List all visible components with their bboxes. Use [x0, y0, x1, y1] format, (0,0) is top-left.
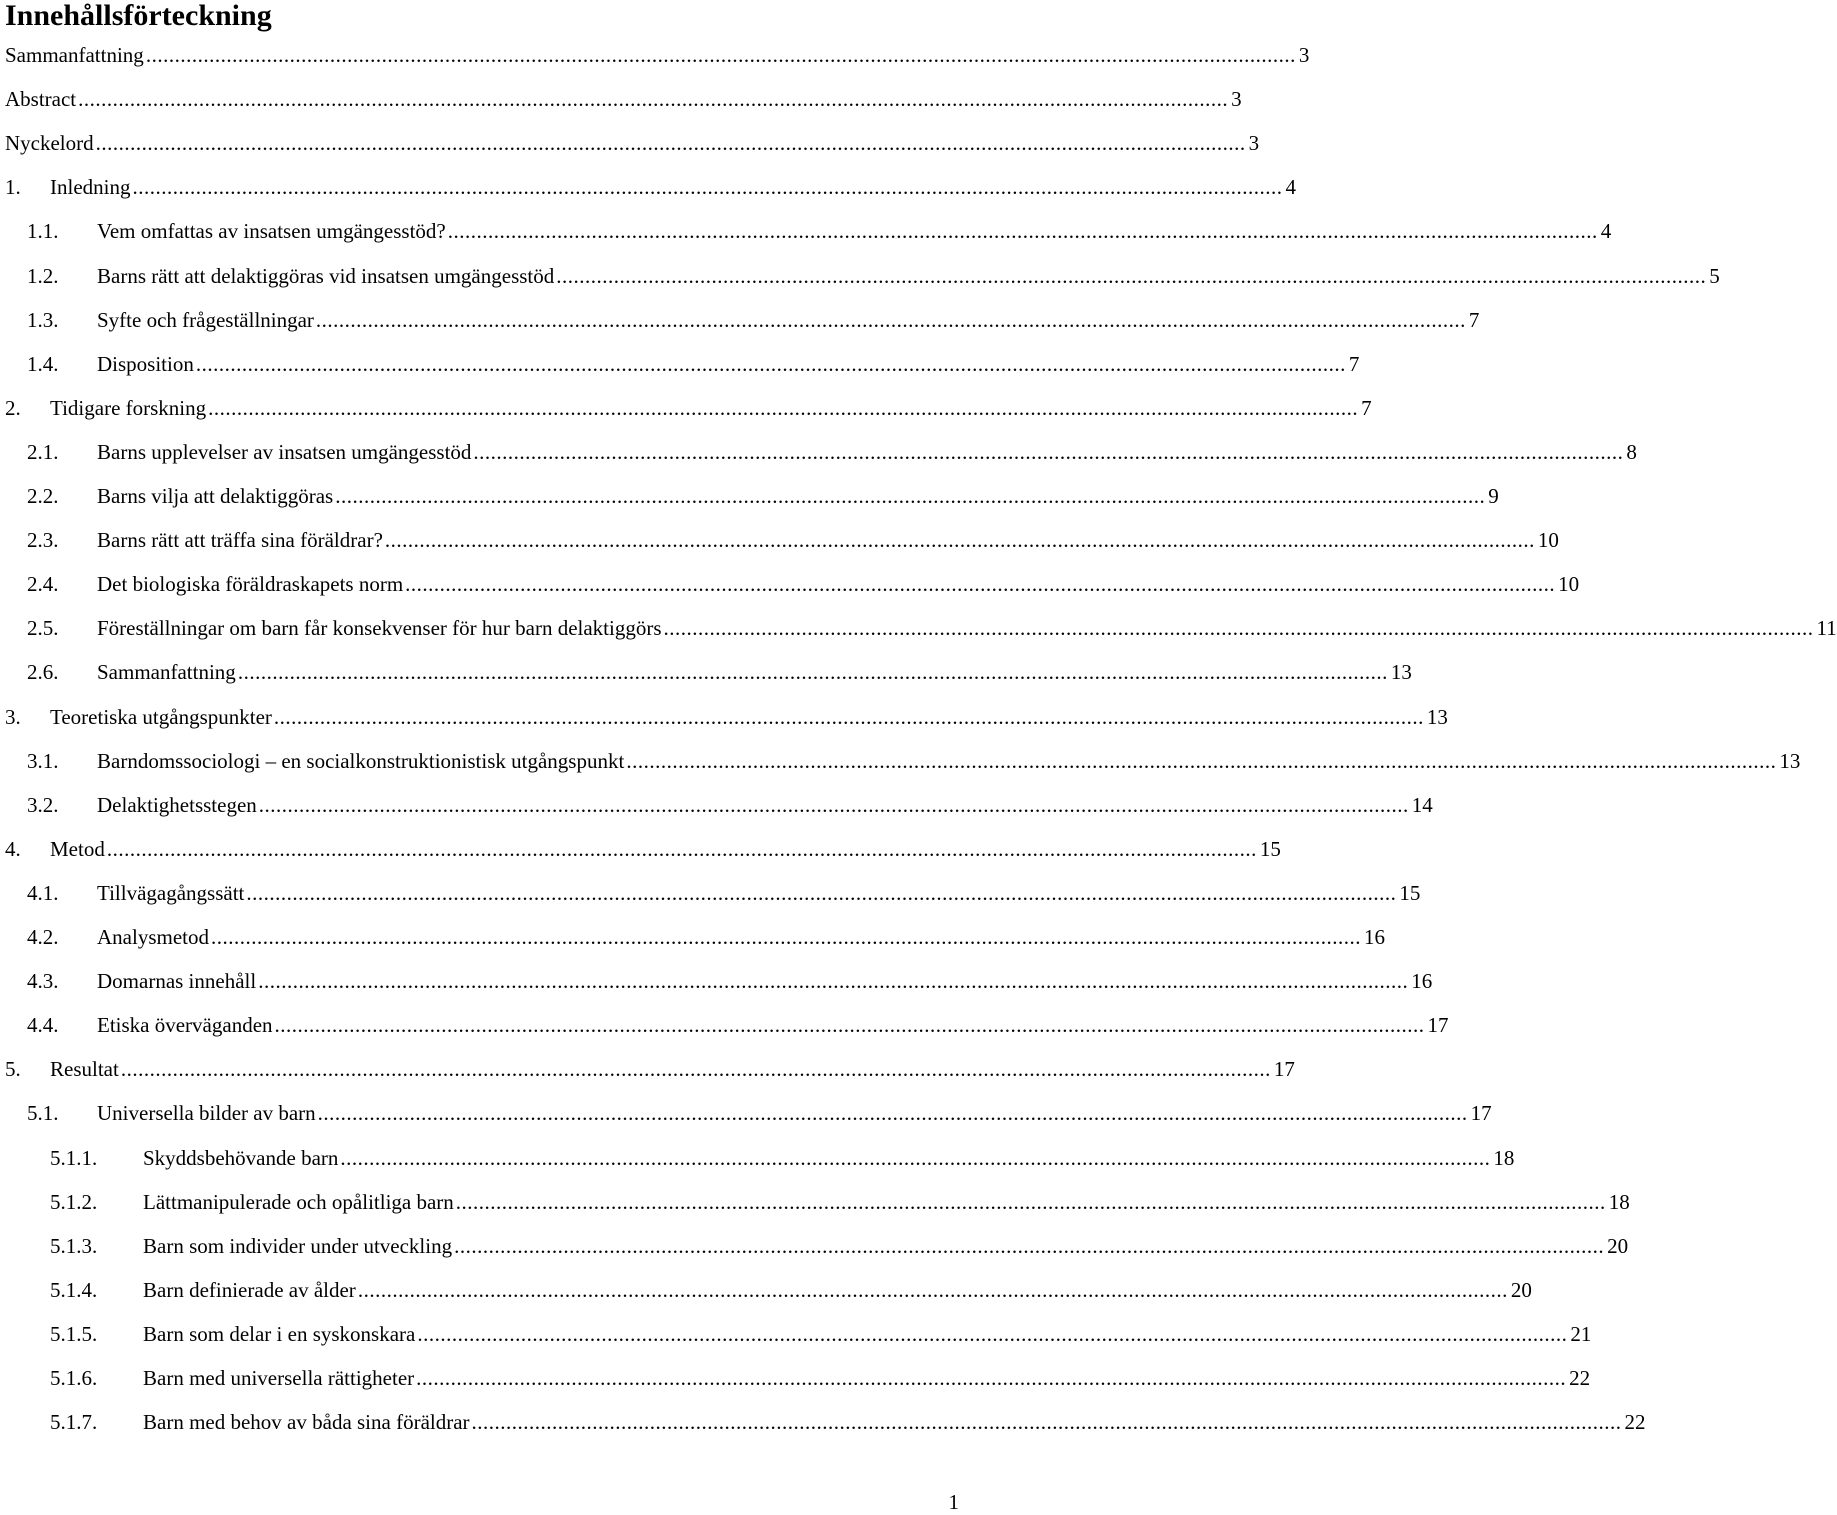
toc-entry[interactable] — [0, 1319, 1592, 1349]
toc-entry[interactable] — [0, 966, 1433, 996]
toc-entry[interactable] — [0, 437, 1637, 467]
toc-entry-page: 21 — [1570, 1321, 1592, 1346]
toc-entry[interactable] — [0, 790, 1433, 820]
toc-entry[interactable] — [0, 481, 1499, 511]
toc-entry[interactable] — [0, 613, 1837, 643]
toc-leader-dots: ........................................................................................................................................................................................................ — [95, 131, 1246, 156]
toc-entry-title: Barn som delar i en syskonskara — [143, 1321, 416, 1346]
toc-leader-dots: ........................................................................................................................................................................................................ — [384, 528, 1535, 553]
toc-entry-page: 14 — [1411, 792, 1433, 817]
toc-entry[interactable] — [0, 128, 1260, 158]
toc-entry-page: 20 — [1510, 1277, 1532, 1302]
toc-entry-number: 1.2. — [27, 263, 59, 288]
toc-leader-dots: ........................................................................................................................................................................................................ — [132, 175, 1283, 200]
page-title: Innehållsförteckning — [5, 0, 272, 32]
toc-entry-number: 2.3. — [27, 528, 59, 553]
toc-leader-dots: ........................................................................................................................................................................................................ — [447, 219, 1598, 244]
toc-entry-page: 20 — [1607, 1233, 1629, 1258]
toc-entry-title: Domarnas innehåll — [97, 969, 257, 994]
toc-entry-title: Sammanfattning — [97, 660, 236, 685]
toc-entry-page: 17 — [1470, 1101, 1492, 1126]
toc-entry-title: Barns upplevelser av insatsen umgängesstöd — [97, 439, 472, 464]
toc-entry-page: 16 — [1411, 969, 1433, 994]
toc-entry-number: 5.1.7. — [50, 1410, 98, 1435]
toc-entry[interactable] — [0, 1010, 1449, 1040]
toc-entry-title: Barns rätt att delaktiggöras vid insatsen umgängesstöd — [97, 263, 555, 288]
toc-entry-title: Sammanfattning — [5, 43, 144, 67]
toc-entry-title: Barn definierade av ålder — [143, 1277, 356, 1302]
toc-entry-number: 4.3. — [27, 969, 59, 994]
toc-leader-dots: ........................................................................................................................................................................................................ — [663, 616, 1814, 641]
toc-entry-number: 4.4. — [27, 1013, 59, 1038]
toc-entry[interactable] — [0, 172, 1296, 202]
toc-entry-number: 5. — [5, 1057, 21, 1082]
toc-entry-number: 2.5. — [27, 616, 59, 641]
toc-leader-dots: ........................................................................................................................................................................................................ — [340, 1145, 1491, 1170]
toc-leader-dots: ........................................................................................................................................................................................................ — [273, 704, 1424, 729]
toc-entry-page: 17 — [1273, 1057, 1295, 1082]
toc-entry-title: Föreställningar om barn får konsekvenser för hur barn delaktiggörs — [97, 616, 662, 641]
toc-entry-number: 5.1.4. — [50, 1277, 98, 1302]
toc-entry-title: Universella bilder av barn — [97, 1101, 316, 1126]
toc-entry-title: Barn med behov av båda sina föräldrar — [143, 1410, 470, 1435]
toc-entry-title: Teoretiska utgångspunkter — [50, 704, 272, 729]
toc-entry-page: 8 — [1626, 439, 1637, 464]
toc-entry-title: Barns rätt att träffa sina föräldrar? — [97, 528, 383, 553]
toc-entry-page: 7 — [1468, 307, 1480, 332]
toc-entry-page: 10 — [1537, 528, 1559, 553]
toc-entry-number: 5.1. — [27, 1101, 59, 1126]
toc-leader-dots: ........................................................................................................................................................................................................ — [626, 748, 1777, 773]
toc-entry-title: Nyckelord — [5, 131, 94, 156]
toc-entry-page: 7 — [1348, 351, 1360, 376]
toc-entry[interactable] — [0, 40, 1310, 70]
toc-leader-dots: ........................................................................................................................................................................................................ — [195, 351, 1346, 376]
toc-leader-dots: ........................................................................................................................................................................................................ — [473, 439, 1624, 464]
toc-entry-number: 5.1.2. — [50, 1189, 98, 1214]
toc-leader-dots: ........................................................................................................................................................................................................ — [274, 1013, 1425, 1038]
toc-entry-page: 22 — [1569, 1366, 1591, 1390]
toc-leader-dots: ........................................................................................................................................................................................................ — [454, 1233, 1605, 1258]
toc-entry[interactable] — [0, 84, 1242, 114]
toc-entry-page: 17 — [1427, 1013, 1449, 1038]
toc-entry[interactable] — [0, 1363, 1591, 1393]
toc-entry-page: 5 — [1709, 263, 1720, 288]
toc-entry[interactable] — [0, 261, 1720, 291]
toc-entry-page: 13 — [1390, 660, 1412, 685]
toc-entry[interactable] — [0, 746, 1801, 776]
toc-entry-page: 15 — [1259, 836, 1281, 861]
toc-entry-title: Delaktighetsstegen — [97, 792, 257, 817]
toc-entry[interactable] — [0, 1231, 1629, 1261]
toc-entry-page: 4 — [1285, 175, 1296, 200]
toc-entry-number: 5.1.6. — [50, 1366, 98, 1390]
toc-entry[interactable] — [0, 1275, 1532, 1305]
toc-entry-title: Skyddsbehövande barn — [143, 1145, 339, 1170]
toc-entry-title: Disposition — [97, 351, 194, 376]
toc-leader-dots: ........................................................................................................................................................................................................ — [335, 484, 1486, 508]
toc-entry-number: 2. — [5, 395, 21, 420]
toc-entry-number: 1.4. — [27, 351, 59, 376]
toc-leader-dots: ........................................................................................................................................................................................................ — [246, 880, 1397, 905]
toc-entry-number: 4.1. — [27, 880, 59, 905]
toc-entry[interactable] — [0, 922, 1385, 952]
toc-entry[interactable] — [0, 1098, 1492, 1128]
toc-leader-dots: ........................................................................................................................................................................................................ — [78, 87, 1229, 112]
toc-entry-page: 10 — [1558, 572, 1580, 597]
toc-entry-page: 15 — [1399, 880, 1421, 905]
toc-leader-dots: ........................................................................................................................................................................................................ — [357, 1277, 1508, 1302]
toc-entry-number: 5.1.3. — [50, 1233, 98, 1258]
toc-leader-dots: ........................................................................................................................................................................................................ — [210, 925, 1361, 949]
toc-entry[interactable] — [0, 216, 1612, 246]
toc-entry-number: 5.1.5. — [50, 1321, 98, 1346]
toc-leader-dots: ........................................................................................................................................................................................................ — [416, 1366, 1567, 1390]
toc-entry[interactable] — [0, 702, 1448, 732]
toc-entry[interactable] — [0, 657, 1412, 687]
toc-entry-page: 16 — [1363, 925, 1385, 949]
toc-leader-dots: ........................................................................................................................................................................................................ — [315, 307, 1466, 332]
toc-entry-number: 2.6. — [27, 660, 59, 685]
toc-entry-number: 4.2. — [27, 925, 59, 949]
toc-entry[interactable] — [0, 305, 1480, 335]
page-number: 1 — [948, 1490, 959, 1514]
toc-leader-dots: ........................................................................................................................................................................................................ — [455, 1189, 1606, 1214]
toc-leader-dots: ........................................................................................................................................................................................................ — [106, 836, 1257, 861]
toc-entry-title: Resultat — [50, 1057, 119, 1082]
toc-leader-dots: ........................................................................................................................................................................................................ — [145, 43, 1296, 67]
toc-entry-title: Abstract — [5, 87, 77, 112]
toc-entry-number: 3.1. — [27, 748, 59, 773]
toc-leader-dots: ........................................................................................................................................................................................................ — [471, 1410, 1622, 1435]
toc-entry-number: 3. — [5, 704, 21, 729]
toc-entry-title: Barn som individer under utveckling — [143, 1233, 453, 1258]
toc-entry[interactable] — [0, 834, 1281, 864]
toc-entry-number: 1.1. — [27, 219, 59, 244]
toc-entry-page: 3 — [1231, 87, 1242, 112]
toc-leader-dots: ........................................................................................................................................................................................................ — [556, 263, 1707, 288]
toc-entry-title: Etiska överväganden — [97, 1013, 273, 1038]
toc-entry-page: 22 — [1624, 1410, 1646, 1435]
toc-entry-page: 4 — [1600, 219, 1612, 244]
toc-leader-dots: ........................................................................................................................................................................................................ — [208, 395, 1359, 420]
toc-entry-number: 5.1.1. — [50, 1145, 98, 1170]
toc-entry-page: 13 — [1426, 704, 1448, 729]
toc-entry-title: Inledning — [50, 175, 131, 200]
toc-entry-number: 2.1. — [27, 439, 59, 464]
toc-entry-number: 2.4. — [27, 572, 59, 597]
toc-entry-number: 1. — [5, 175, 21, 200]
toc-entry-page: 11 — [1816, 616, 1837, 641]
toc-entry-title: Vem omfattas av insatsen umgängesstöd? — [97, 219, 446, 244]
toc-entry-title: Det biologiska föräldraskapets norm — [97, 572, 404, 597]
toc-entry-page: 13 — [1779, 748, 1801, 773]
toc-entry-title: Barns vilja att delaktiggöras — [97, 484, 334, 508]
toc-entry-page: 3 — [1298, 43, 1310, 67]
toc-entry-title: Barn med universella rättigheter — [143, 1366, 415, 1390]
toc-entry-page: 18 — [1493, 1145, 1515, 1170]
toc-entry-title: Analysmetod — [97, 925, 209, 949]
toc-leader-dots: ........................................................................................................................................................................................................ — [417, 1321, 1568, 1346]
toc-entry-page: 7 — [1361, 395, 1372, 420]
toc-entry-number: 3.2. — [27, 792, 59, 817]
toc-leader-dots: ........................................................................................................................................................................................................ — [237, 660, 1388, 685]
toc-entry-title: Barndomssociologi – en socialkonstruktionistisk utgångspunkt — [97, 748, 625, 773]
toc-entry-number: 2.2. — [27, 484, 59, 508]
toc-entry[interactable] — [0, 1054, 1295, 1084]
toc-entry-page: 3 — [1248, 131, 1260, 156]
toc-entry-title: Tidigare forskning — [50, 395, 207, 420]
toc-entry-number: 4. — [5, 836, 21, 861]
toc-entry[interactable] — [0, 525, 1559, 555]
toc-entry[interactable] — [0, 1143, 1515, 1173]
toc-entry[interactable] — [0, 569, 1580, 599]
toc-leader-dots: ........................................................................................................................................................................................................ — [120, 1057, 1271, 1082]
toc-entry[interactable] — [0, 878, 1421, 908]
toc-leader-dots: ........................................................................................................................................................................................................ — [258, 792, 1409, 817]
toc-entry[interactable] — [0, 393, 1372, 423]
toc-entry-title: Tillvägagångssätt — [97, 880, 245, 905]
toc-entry-title: Metod — [50, 836, 105, 861]
toc-entry-title: Lättmanipulerade och opålitliga barn — [143, 1189, 454, 1214]
toc-leader-dots: ........................................................................................................................................................................................................ — [317, 1101, 1468, 1126]
toc-entry-title: Syfte och frågeställningar — [97, 307, 314, 332]
toc-leader-dots: ........................................................................................................................................................................................................ — [405, 572, 1556, 597]
toc-entry-page: 9 — [1488, 484, 1499, 508]
toc-entry-number: 1.3. — [27, 307, 59, 332]
toc-entry[interactable] — [0, 349, 1360, 379]
toc-entry[interactable] — [0, 1407, 1646, 1437]
toc-entry-page: 18 — [1608, 1189, 1630, 1214]
toc-leader-dots: ........................................................................................................................................................................................................ — [258, 969, 1409, 994]
toc-entry[interactable] — [0, 1187, 1630, 1217]
